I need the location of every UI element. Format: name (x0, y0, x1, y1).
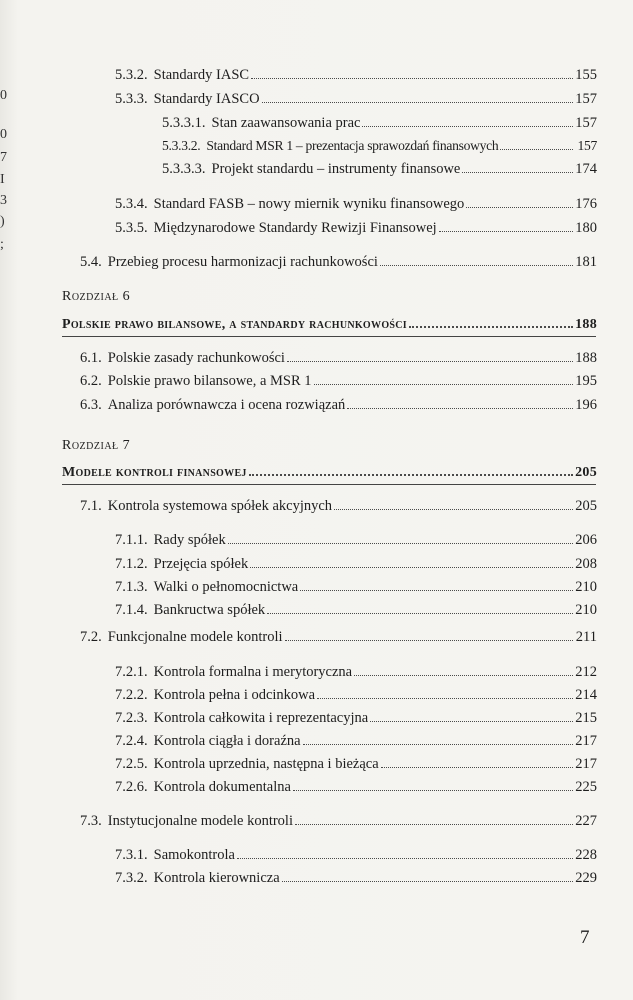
toc-entry (80, 349, 597, 367)
toc-entry-number: 5.3.3.1. (162, 115, 206, 131)
toc-entry-number: 7.3.1. (115, 847, 148, 863)
toc-entry-page: 212 (575, 664, 597, 680)
toc-entry-title: Kontrola kierownicza (153, 870, 280, 886)
dot-leader (262, 90, 573, 103)
toc-entry (80, 396, 597, 414)
toc-entry-number: 7.2.2. (115, 687, 148, 703)
toc-entry-title: Kontrola uprzednia, następna i bieżąca (153, 756, 379, 772)
toc-entry-title: Międzynarodowe Standardy Rewizji Finansowej (153, 220, 437, 236)
toc-entry (115, 219, 597, 237)
chapter-rule (62, 336, 596, 337)
dot-leader (381, 755, 573, 768)
toc-entry (115, 732, 597, 750)
left-edge-mark: 0 (0, 127, 7, 142)
toc-entry (115, 778, 597, 796)
toc-entry-number: 7.3. (80, 813, 102, 829)
toc-entry-title: Bankructwa spółek (153, 602, 266, 618)
dot-leader (237, 846, 573, 859)
toc-entry-title: Kontrola ciągła i doraźna (153, 733, 301, 749)
dot-leader (409, 314, 573, 328)
toc-entry (115, 66, 597, 84)
toc-entry-title: Kontrola formalna i merytoryczna (153, 664, 353, 680)
toc-entry (80, 372, 597, 390)
toc-entry-page: 210 (575, 579, 597, 595)
toc-entry-number: 7.2. (80, 629, 102, 645)
toc-entry-number: 7.2.3. (115, 710, 148, 726)
toc-entry-title: Kontrola całkowita i reprezentacyjna (153, 710, 369, 726)
toc-entry (115, 195, 597, 213)
toc-entry (80, 253, 597, 271)
toc-entry-title: Walki o pełnomocnictwa (153, 579, 299, 595)
chapter-page: 188 (575, 317, 597, 332)
toc-entry-title: Standardy IASC (153, 67, 250, 83)
toc-entry-number: 7.2.1. (115, 664, 148, 680)
toc-entry-page: 205 (575, 498, 597, 514)
dot-leader (362, 114, 573, 127)
toc-entry-page: 176 (575, 196, 597, 212)
toc-entry-title: Stan zaawansowania prac (211, 115, 361, 131)
toc-entry (115, 869, 597, 887)
dot-leader (285, 628, 573, 641)
toc-entry-page: 195 (575, 373, 597, 389)
toc-entry-number: 5.3.5. (115, 220, 148, 236)
toc-entry-number: 5.3.3.3. (162, 161, 206, 177)
toc-entry-page: 228 (575, 847, 597, 863)
dot-leader (228, 531, 573, 544)
toc-entry (80, 812, 597, 830)
toc-entry-page: 157 (575, 91, 597, 107)
toc-entry-title: Funkcjonalne modele kontroli (107, 629, 283, 645)
dot-leader (303, 732, 573, 745)
toc-entry-page: 214 (575, 687, 597, 703)
toc-entry-number: 6.1. (80, 350, 102, 366)
dot-leader (466, 195, 573, 208)
chapter-title-entry (62, 314, 597, 332)
dot-leader (251, 66, 573, 79)
toc-entry (162, 160, 597, 178)
toc-entry-page: 206 (575, 532, 597, 548)
toc-entry-title: Kontrola pełna i odcinkowa (153, 687, 316, 703)
toc-entry (162, 114, 597, 132)
dot-leader (267, 601, 573, 614)
toc-entry-title: Samokontrola (153, 847, 235, 863)
left-edge-mark: ) (0, 214, 5, 229)
toc-entry (115, 686, 597, 704)
toc-entry-page: 229 (575, 870, 597, 886)
chapter-title: Polskie prawo bilansowe, a standardy rachunkowości (62, 317, 407, 332)
toc-entry-number: 6.3. (80, 397, 102, 413)
dot-leader (250, 555, 573, 568)
toc-entry-title: Przebieg procesu harmonizacji rachunkowości (107, 254, 378, 270)
toc-entry-number: 7.1.3. (115, 579, 148, 595)
toc-entry-number: 7.2.6. (115, 779, 148, 795)
toc-entry-title: Standardy IASCO (153, 91, 260, 107)
toc-entry-number: 5.3.3. (115, 91, 148, 107)
toc-entry (115, 709, 597, 727)
toc-entry (115, 663, 597, 681)
toc-entry-number: 7.1.1. (115, 532, 148, 548)
dot-leader (380, 253, 573, 266)
left-edge-mark: 0 (0, 88, 7, 103)
toc-entry-page: 174 (575, 161, 597, 177)
toc-entry-title: Standard MSR 1 – prezentacja sprawozdań finansowych (206, 138, 499, 153)
toc-entry-page: 181 (575, 254, 597, 270)
toc-entry-page: 217 (575, 756, 597, 772)
page-number: 7 (580, 927, 590, 948)
toc-entry (80, 497, 597, 515)
toc-entry-page: 227 (575, 813, 597, 829)
show-through-decoration: · · · (560, 70, 580, 85)
toc-entry-page: 155 (575, 67, 597, 83)
chapter-title-entry (62, 462, 597, 480)
toc-entry-page: 188 (575, 350, 597, 366)
dot-leader (439, 219, 573, 232)
dot-leader (317, 686, 573, 699)
toc-entry-title: Kontrola dokumentalna (153, 779, 291, 795)
toc-entry (115, 90, 597, 108)
dot-leader (300, 578, 573, 591)
toc-entry-page: 211 (575, 629, 597, 645)
toc-entry-title: Standard FASB – nowy miernik wyniku finansowego (153, 196, 465, 212)
left-edge-mark: 7 (0, 150, 7, 165)
toc-entry-page: 215 (575, 710, 597, 726)
toc-entry-title: Przejęcia spółek (153, 556, 249, 572)
chapter-title: Modele kontroli finansowej (62, 465, 247, 480)
toc-entry-page: 157 (577, 138, 597, 153)
toc-entry-title: Polskie zasady rachunkowości (107, 350, 285, 366)
toc-entry-title: Projekt standardu – instrumenty finansowe (211, 161, 461, 177)
toc-entry-number: 5.4. (80, 254, 102, 270)
dot-leader (462, 160, 573, 173)
toc-entry-number: 7.2.4. (115, 733, 148, 749)
dot-leader (295, 812, 573, 825)
toc-entry (115, 531, 597, 549)
toc-entry (115, 555, 597, 573)
dot-leader (500, 137, 573, 150)
dot-leader (287, 349, 573, 362)
toc-entry (115, 601, 597, 619)
toc-entry-number: 6.2. (80, 373, 102, 389)
toc-entry-title: Kontrola systemowa spółek akcyjnych (107, 498, 333, 514)
dot-leader (293, 778, 573, 791)
left-edge-mark: 3 (0, 193, 7, 208)
chapter-label: Rozdział 6 (62, 289, 131, 304)
toc-entry-page: 180 (575, 220, 597, 236)
toc-entry-number: 7.3.2. (115, 870, 148, 886)
toc-entry (80, 628, 597, 646)
toc-entry-page: 210 (575, 602, 597, 618)
toc-entry-number: 5.3.2. (115, 67, 148, 83)
chapter-label: Rozdział 7 (62, 438, 131, 453)
toc-entry-page: 217 (575, 733, 597, 749)
dot-leader (334, 497, 573, 510)
toc-entry-number: 7.2.5. (115, 756, 148, 772)
toc-entry-page: 225 (575, 779, 597, 795)
left-edge-mark: ; (0, 237, 4, 252)
toc-entry (115, 578, 597, 596)
toc-entry (115, 755, 597, 773)
toc-entry-number: 7.1.2. (115, 556, 148, 572)
left-edge-mark: I (0, 172, 5, 187)
toc-entry-number: 7.1. (80, 498, 102, 514)
toc-entry-number: 5.3.4. (115, 196, 148, 212)
toc-entry-number: 7.1.4. (115, 602, 148, 618)
toc-entry-title: Instytucjonalne modele kontroli (107, 813, 293, 829)
dot-leader (282, 869, 573, 882)
toc-entry-title: Polskie prawo bilansowe, a MSR 1 (107, 373, 312, 389)
toc-entry (115, 846, 597, 864)
dot-leader (370, 709, 573, 722)
dot-leader (314, 372, 573, 385)
toc-entry-title: Rady spółek (153, 532, 226, 548)
toc-entry-title: Analiza porównawcza i ocena rozwiązań (107, 397, 346, 413)
dot-leader (354, 663, 573, 676)
toc-entry-page: 208 (575, 556, 597, 572)
dot-leader (347, 396, 573, 409)
dot-leader (249, 462, 573, 476)
toc-entry-page: 157 (575, 115, 597, 131)
chapter-rule (62, 484, 596, 485)
toc-entry-page: 196 (575, 397, 597, 413)
toc-entry-number: 5.3.3.2. (162, 138, 201, 153)
toc-entry (162, 137, 597, 155)
chapter-page: 205 (575, 465, 597, 480)
